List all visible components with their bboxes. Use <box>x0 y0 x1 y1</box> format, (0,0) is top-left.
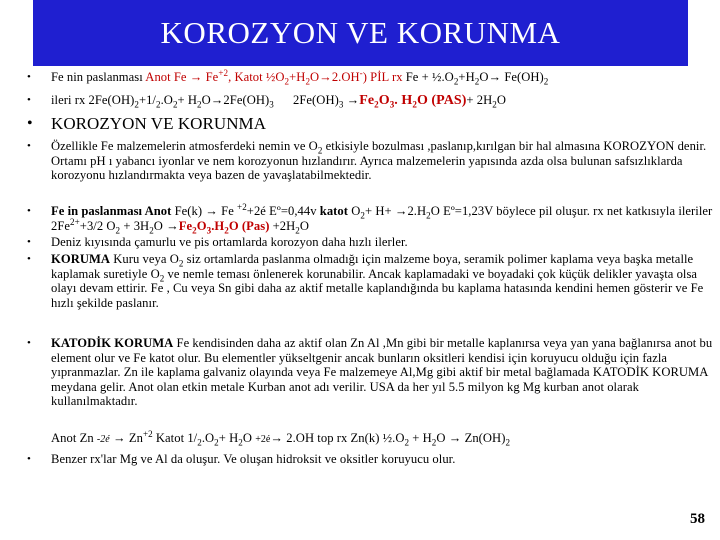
superscript: +2 <box>142 428 153 439</box>
bullet-icon: • <box>27 140 31 152</box>
subscript: 3 <box>389 99 395 110</box>
subscript: 2 <box>492 99 497 110</box>
subscript: 2 <box>192 225 197 236</box>
text-span: +1/ <box>138 93 156 107</box>
bullet-icon: • <box>27 236 31 248</box>
text-span: ve nemle teması önlenerek korunabilir. Ancak kaplamadaki ve boyadaki çok küçük delikler yavaşta olsa olayı devam ettirir. Fe , Cu veya Sn gibi daha az aktif metalle kaplandığında bu kaplama hatasında kendini hemen gösterir ve Fe hızlı şekilde paslanır. <box>51 266 704 310</box>
text-span: O <box>242 431 256 445</box>
forward-reaction-line <box>51 93 720 109</box>
text-span: +2é <box>255 434 271 445</box>
text-span: Fe nin paslanması <box>51 70 146 84</box>
superscript: 2+ <box>70 216 80 227</box>
subscript: 2 <box>305 76 311 87</box>
subscript: 2 <box>197 99 202 110</box>
text-span: . H <box>394 93 413 108</box>
subscript: 2 <box>197 437 202 448</box>
text-span: .H <box>211 218 225 233</box>
text-span: → <box>343 93 360 107</box>
text-span: O (PAS) <box>416 93 467 108</box>
subscript: 2 <box>134 99 139 110</box>
text-span: +H <box>289 70 306 84</box>
page-number: 58 <box>690 511 705 527</box>
superscript: - <box>359 67 363 78</box>
bullet-icon: • <box>27 205 31 217</box>
text-span: KORUMA <box>51 252 111 266</box>
text-span: KATODİK KORUMA <box>51 336 174 350</box>
bullet-icon: • <box>27 453 31 465</box>
subscript: 2 <box>224 225 229 236</box>
rust-mechanism-paragraph <box>51 201 720 236</box>
subscript: 2 <box>178 258 184 269</box>
text-span: O → Zn(OH) <box>436 431 506 445</box>
text-span: .O <box>201 431 215 445</box>
text-span: O <box>299 218 310 233</box>
subscript: 2 <box>295 225 300 236</box>
text-span: O (Pas) <box>228 218 270 233</box>
subscript: 2 <box>374 99 379 110</box>
text-span: +3/2 O <box>79 218 116 233</box>
text-span: O <box>348 204 361 218</box>
similar-reactions-paragraph: Benzer rx'lar Mg ve Al da oluşur. Ve oluşan hidroksit ve oksitler koruyucu olur. <box>51 452 456 466</box>
text-span: Anot Zn <box>51 431 97 445</box>
text-span: + 2H <box>466 93 493 107</box>
subscript: 2 <box>360 210 365 221</box>
text-span: + 3H <box>120 218 150 233</box>
bullet-icon: • <box>27 94 31 106</box>
cathodic-protection-paragraph <box>51 336 720 409</box>
subscript: 3 <box>269 99 274 110</box>
text-span: O <box>378 93 390 108</box>
text-span: O→2Fe(OH) <box>201 93 270 107</box>
text-span: Fe <box>178 218 193 233</box>
superscript: +2 <box>237 201 247 212</box>
text-span: rx <box>388 70 403 84</box>
text-span: O→2.OH <box>310 70 360 84</box>
subscript: 2 <box>159 273 165 284</box>
text-span: Kuru veya O <box>110 252 179 266</box>
subscript: 2 <box>238 437 243 448</box>
text-span: 2Fe(OH) <box>273 93 339 107</box>
bullet-icon: • <box>27 337 31 349</box>
text-span: ) PİL <box>362 70 389 84</box>
text-span: -2é <box>96 434 110 445</box>
text-span: → Zn <box>109 431 143 445</box>
subscript: 2 <box>426 210 431 221</box>
text-span: Fe + ½.O <box>402 70 454 84</box>
subscript: 3 <box>206 225 212 236</box>
subscript: 2 <box>431 437 437 448</box>
subscript: 2 <box>284 76 290 87</box>
text-span: Anot Fe → Fe <box>145 70 219 84</box>
protection-paragraph <box>51 252 720 310</box>
text-span: O → <box>153 218 179 233</box>
bullet-icon: • <box>27 71 31 83</box>
text-span: Fe in paslanması Anot <box>51 204 172 218</box>
text-span: , Katot ½O <box>228 70 285 84</box>
section-heading: KOROZYON VE KORUNMA <box>51 114 267 133</box>
subscript: 2 <box>115 225 121 236</box>
subscript: 2 <box>453 76 459 87</box>
text-span: O Eº=1,23V böylece pil oluşur. rx net katkısıyla ileriler 2Fe <box>51 204 713 233</box>
text-span: ileri rx 2Fe(OH) <box>51 93 135 107</box>
text-span: → 2.OH top rx Zn(k) ½.O <box>270 431 405 445</box>
title-bar <box>33 0 688 66</box>
text-span: .O <box>160 93 173 107</box>
text-span: + H <box>218 431 239 445</box>
subscript: 2 <box>214 437 219 448</box>
subscript: 2 <box>156 99 161 110</box>
text-span: O <box>496 93 507 107</box>
bullet-icon: • <box>27 115 33 132</box>
subscript: 2 <box>317 145 323 156</box>
subscript: 2 <box>172 99 178 110</box>
text-span: Özellikle Fe malzemelerin atmosferdeki nemin ve O <box>51 139 318 153</box>
sea-shore-paragraph: Deniz kıyısında çamurlu ve pis ortamlarda korozyon daha hızlı ilerler. <box>51 235 408 249</box>
definition-paragraph <box>51 139 720 183</box>
rust-reaction-line <box>51 67 720 87</box>
text-span: O→ Fe(OH) <box>479 70 544 84</box>
text-span: Fe kendisinden daha az aktif olan Zn Al ,Mn gibi bir metalle kaplanırsa veya yan yana bağlanırsa anot bu element olur ve Fe katot olur. Bu elementler yükseltgenir ancak bunların oksitleri kendisi için koruyucu olduğu için fazla yıpranmazlar. Zn ile kaplama galvaniz olayında veya Fe malzemeye Al,Mg gibi aktif bir metal bağlamada KATODİK KORUMA meydana gelir. Anot olan etkin metale Kurban anot adı verilir. USA da her yıl 5.5 milyon kg Mg kurban anot olarak kullanılmaktadır. <box>51 336 713 409</box>
text-span: + H <box>409 431 432 445</box>
text-span: Fe <box>359 93 375 108</box>
text-span: +2é Eº=0,44v <box>246 204 320 218</box>
subscript: 3 <box>338 99 344 110</box>
text-span: +H <box>458 70 475 84</box>
subscript: 2 <box>149 225 154 236</box>
subscript: 2 <box>404 437 410 448</box>
text-span: Fe(k) → Fe <box>171 204 238 218</box>
subscript: 2 <box>505 437 511 448</box>
text-span: katot <box>319 204 349 218</box>
text-span: Katot 1/ <box>152 431 198 445</box>
subscript: 2 <box>474 76 480 87</box>
page-title: KOROZYON VE KORUNMA <box>160 15 561 50</box>
cathodic-equation-line <box>51 428 720 448</box>
text-span: + H <box>177 93 198 107</box>
subscript: 2 <box>412 99 417 110</box>
bullet-icon: • <box>27 253 31 265</box>
text-span: O <box>196 218 207 233</box>
subscript: 2 <box>543 76 549 87</box>
text-span: etkisiyle bozulması ,paslanıp,kırılgan bir hal almasına KOROZYON denir. Ortamı pH ı yabancı iyonlar ve nem korozyonun hızlandırır. Ayrıca malzemelerin yapısında azda olsa bulunan safsızlıklarda korozyonu hızlandırmakta veya bazen de yavaşlatabilmektedir. <box>51 139 707 183</box>
text-span: +2H <box>269 218 296 233</box>
superscript: +2 <box>218 67 229 78</box>
text-span: siz ortamlarda paslanma olmadığı için malzeme boya, seramik polimer kaplama veya başka metalle kaplamak suretiyle O <box>51 252 694 281</box>
text-span: + H+ →2.H <box>364 204 427 218</box>
